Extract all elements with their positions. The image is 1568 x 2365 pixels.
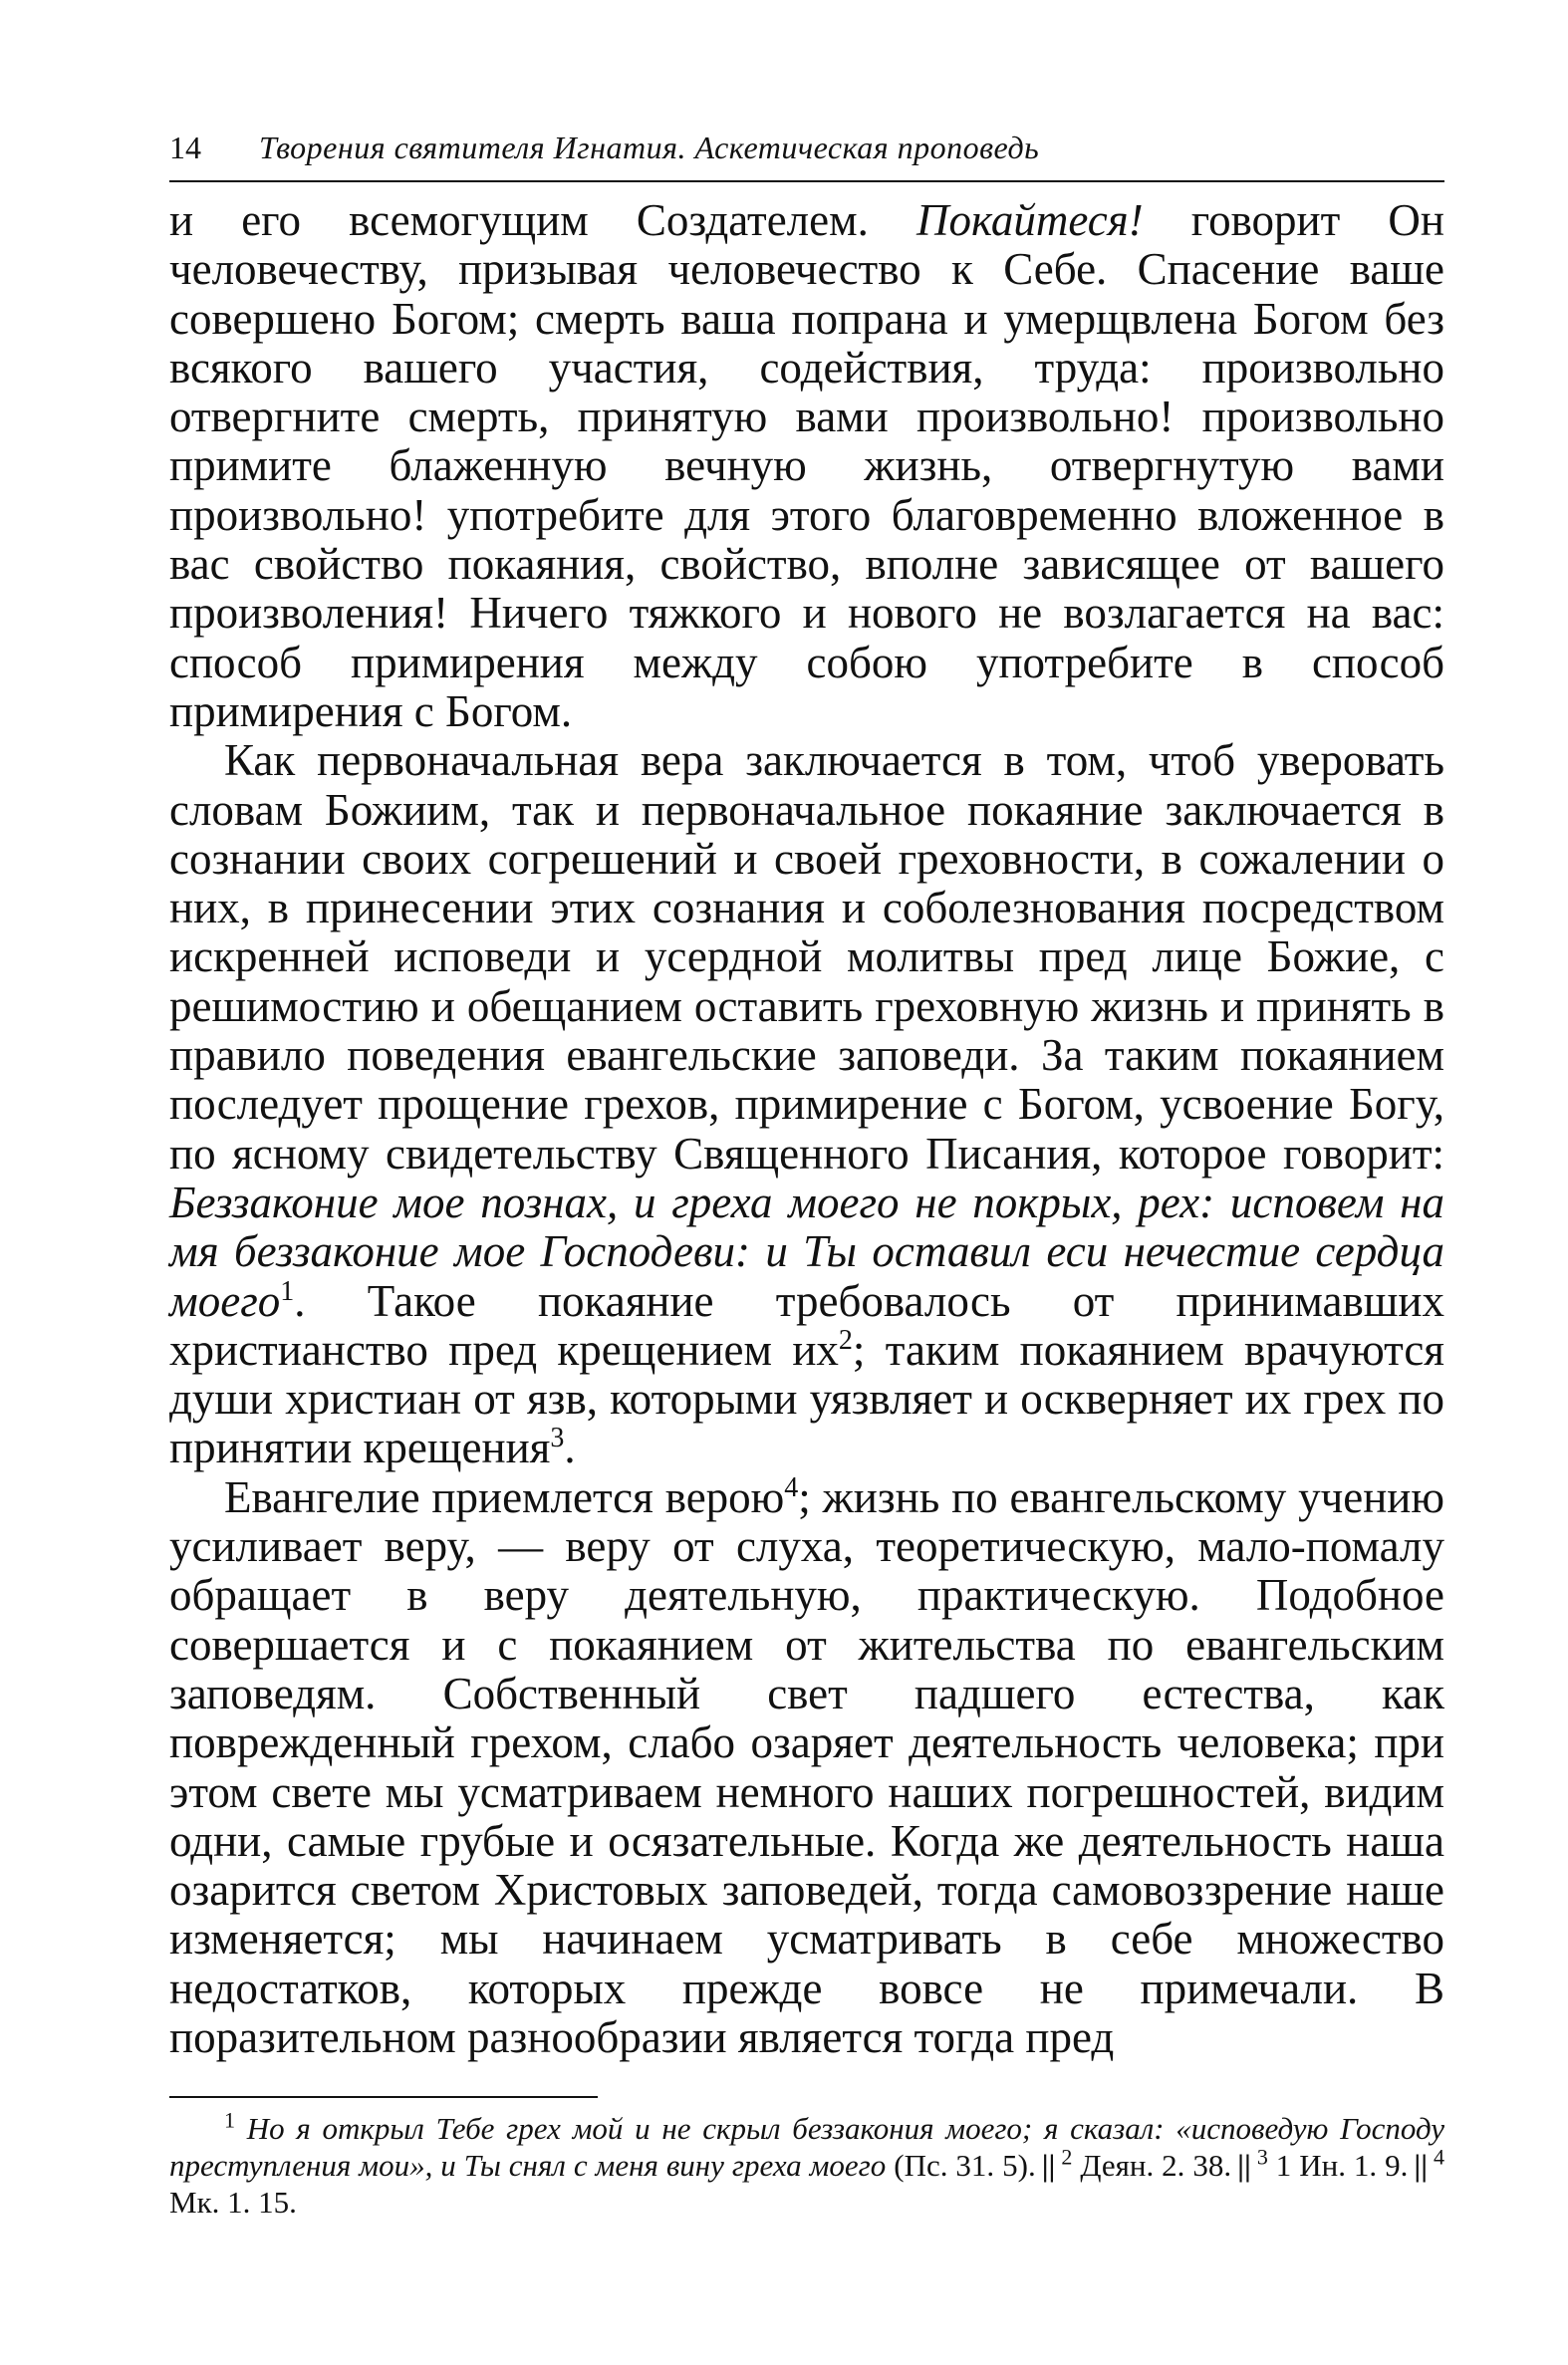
main-text	[169, 196, 1444, 2062]
p1-text-a: и его всемогущим Создателем.	[169, 195, 869, 245]
footnote-2-ref: Деян. 2. 38.	[1080, 2148, 1232, 2184]
paragraph-1	[169, 196, 1444, 736]
footnote-mark-4: 4	[1434, 2144, 1445, 2170]
running-title: Творения святителя Игнатия. Аскетическая проповедь	[259, 130, 1040, 165]
footnote-ref-2: 2	[838, 1324, 853, 1356]
p2-italic-quote: Беззаконие мое познах, и греха моего не покрых, рех: исповем на мя беззаконие мое Господеви: и Ты оставил еси нечестие сердца моего	[169, 1177, 1444, 1326]
footnote-separator-3: ||	[1414, 2148, 1429, 2184]
running-header	[169, 130, 1444, 182]
footnote-mark-3: 3	[1256, 2144, 1268, 2170]
p3-text-a: Евангелие приемлется верою	[224, 1471, 785, 1522]
footnote-ref-1: 1	[280, 1275, 295, 1307]
paragraph-3	[169, 1473, 1444, 2063]
footnote-separator-1: ||	[1041, 2148, 1056, 2184]
paragraph-2	[169, 736, 1444, 1472]
footnote-divider	[169, 2096, 598, 2098]
footnote-1-ref: (Пс. 31. 5).	[894, 2148, 1036, 2184]
footnote-mark-2: 2	[1061, 2144, 1073, 2170]
p2-text-a: Как первоначальная вера заключается в том, чтоб уверовать словам Божиим, так и первоначальное покаяние заключается в сознании своих согрешений и своей греховности, в сожалении о них, в принесении этих сознания и соболезнования посредством искренней исповеди и усердной молитвы пред лице Божие, с решимостию и обещанием оставить греховную жизнь и принять в правило поведения евангельские заповеди. За таким покаянием последует прощение грехов, примирение с Богом, усвоение Богу, по ясному свидетельству Священного Писания, которое говорит:	[169, 735, 1444, 1179]
footnote-3-ref: 1 Ин. 1. 9.	[1275, 2148, 1409, 2184]
footnote-separator-2: ||	[1237, 2148, 1251, 2184]
footnote-ref-4: 4	[784, 1471, 799, 1503]
footnote-4-ref: Мк. 1. 15.	[169, 2185, 297, 2221]
p1-italic-quote: Покайтеся!	[915, 195, 1144, 245]
book-page	[169, 130, 1444, 2221]
footnote-1-text: Но я открыл Тебе грех мой и не скрыл беззакония моего; я сказал: «исповедую Господу преступления мои», и Ты снял с меня вину греха моего	[169, 2111, 1445, 2184]
footnote-mark-1: 1	[224, 2107, 235, 2133]
footnotes	[169, 2107, 1445, 2221]
p2-text-b: . Такое покаяние требовалось от принимавших христианство пред крещением их	[169, 1275, 1444, 1375]
p2-text-d: .	[564, 1423, 576, 1473]
p3-text-b: ; жизнь по евангельскому учению усиливает веру, — веру от слуха, теоретическую, мало-помалу обращает в веру деятельную, практическую. Подобное совершается и с покаянием от жительства по евангельским заповедям. Собственный свет падшего естества, как поврежденный грехом, слабо озаряет деятельность человека; при этом свете мы усматриваем немного наших погрешностей, видим одни, самые грубые и осязательные. Когда же деятельность наша озарится светом Христовых заповедей, тогда самовоззрение наше изменяется; мы начинаем усматривать в себе множество недостатков, которых прежде вовсе не примечали. В поразительном разнообразии является тогда пред	[169, 1471, 1444, 2062]
p1-text-b: говорит Он человечеству, призывая человечество к Себе. Спасение ваше совершено Богом; смерть ваша попрана и умерщвлена Богом без всякого вашего участия, содействия, труда: произвольно отвергните смерть, принятую вами произвольно! произвольно примите блаженную вечную жизнь, отвергнутую вами произвольно! употребите для этого благовременно вложенное в вас свойство покаяния, свойство, вполне зависящее от вашего произволения! Ничего тяжкого и нового не возлагается на вас: способ примирения между собою употребите в способ примирения с Богом.	[169, 195, 1445, 736]
p2-text-c: ; таким покаянием врачуются души христиан от язв, которыми уязвляет и оскверняет их грех по принятии крещения	[169, 1324, 1445, 1473]
footnote-ref-3: 3	[550, 1423, 565, 1454]
page-number: 14	[169, 130, 201, 165]
